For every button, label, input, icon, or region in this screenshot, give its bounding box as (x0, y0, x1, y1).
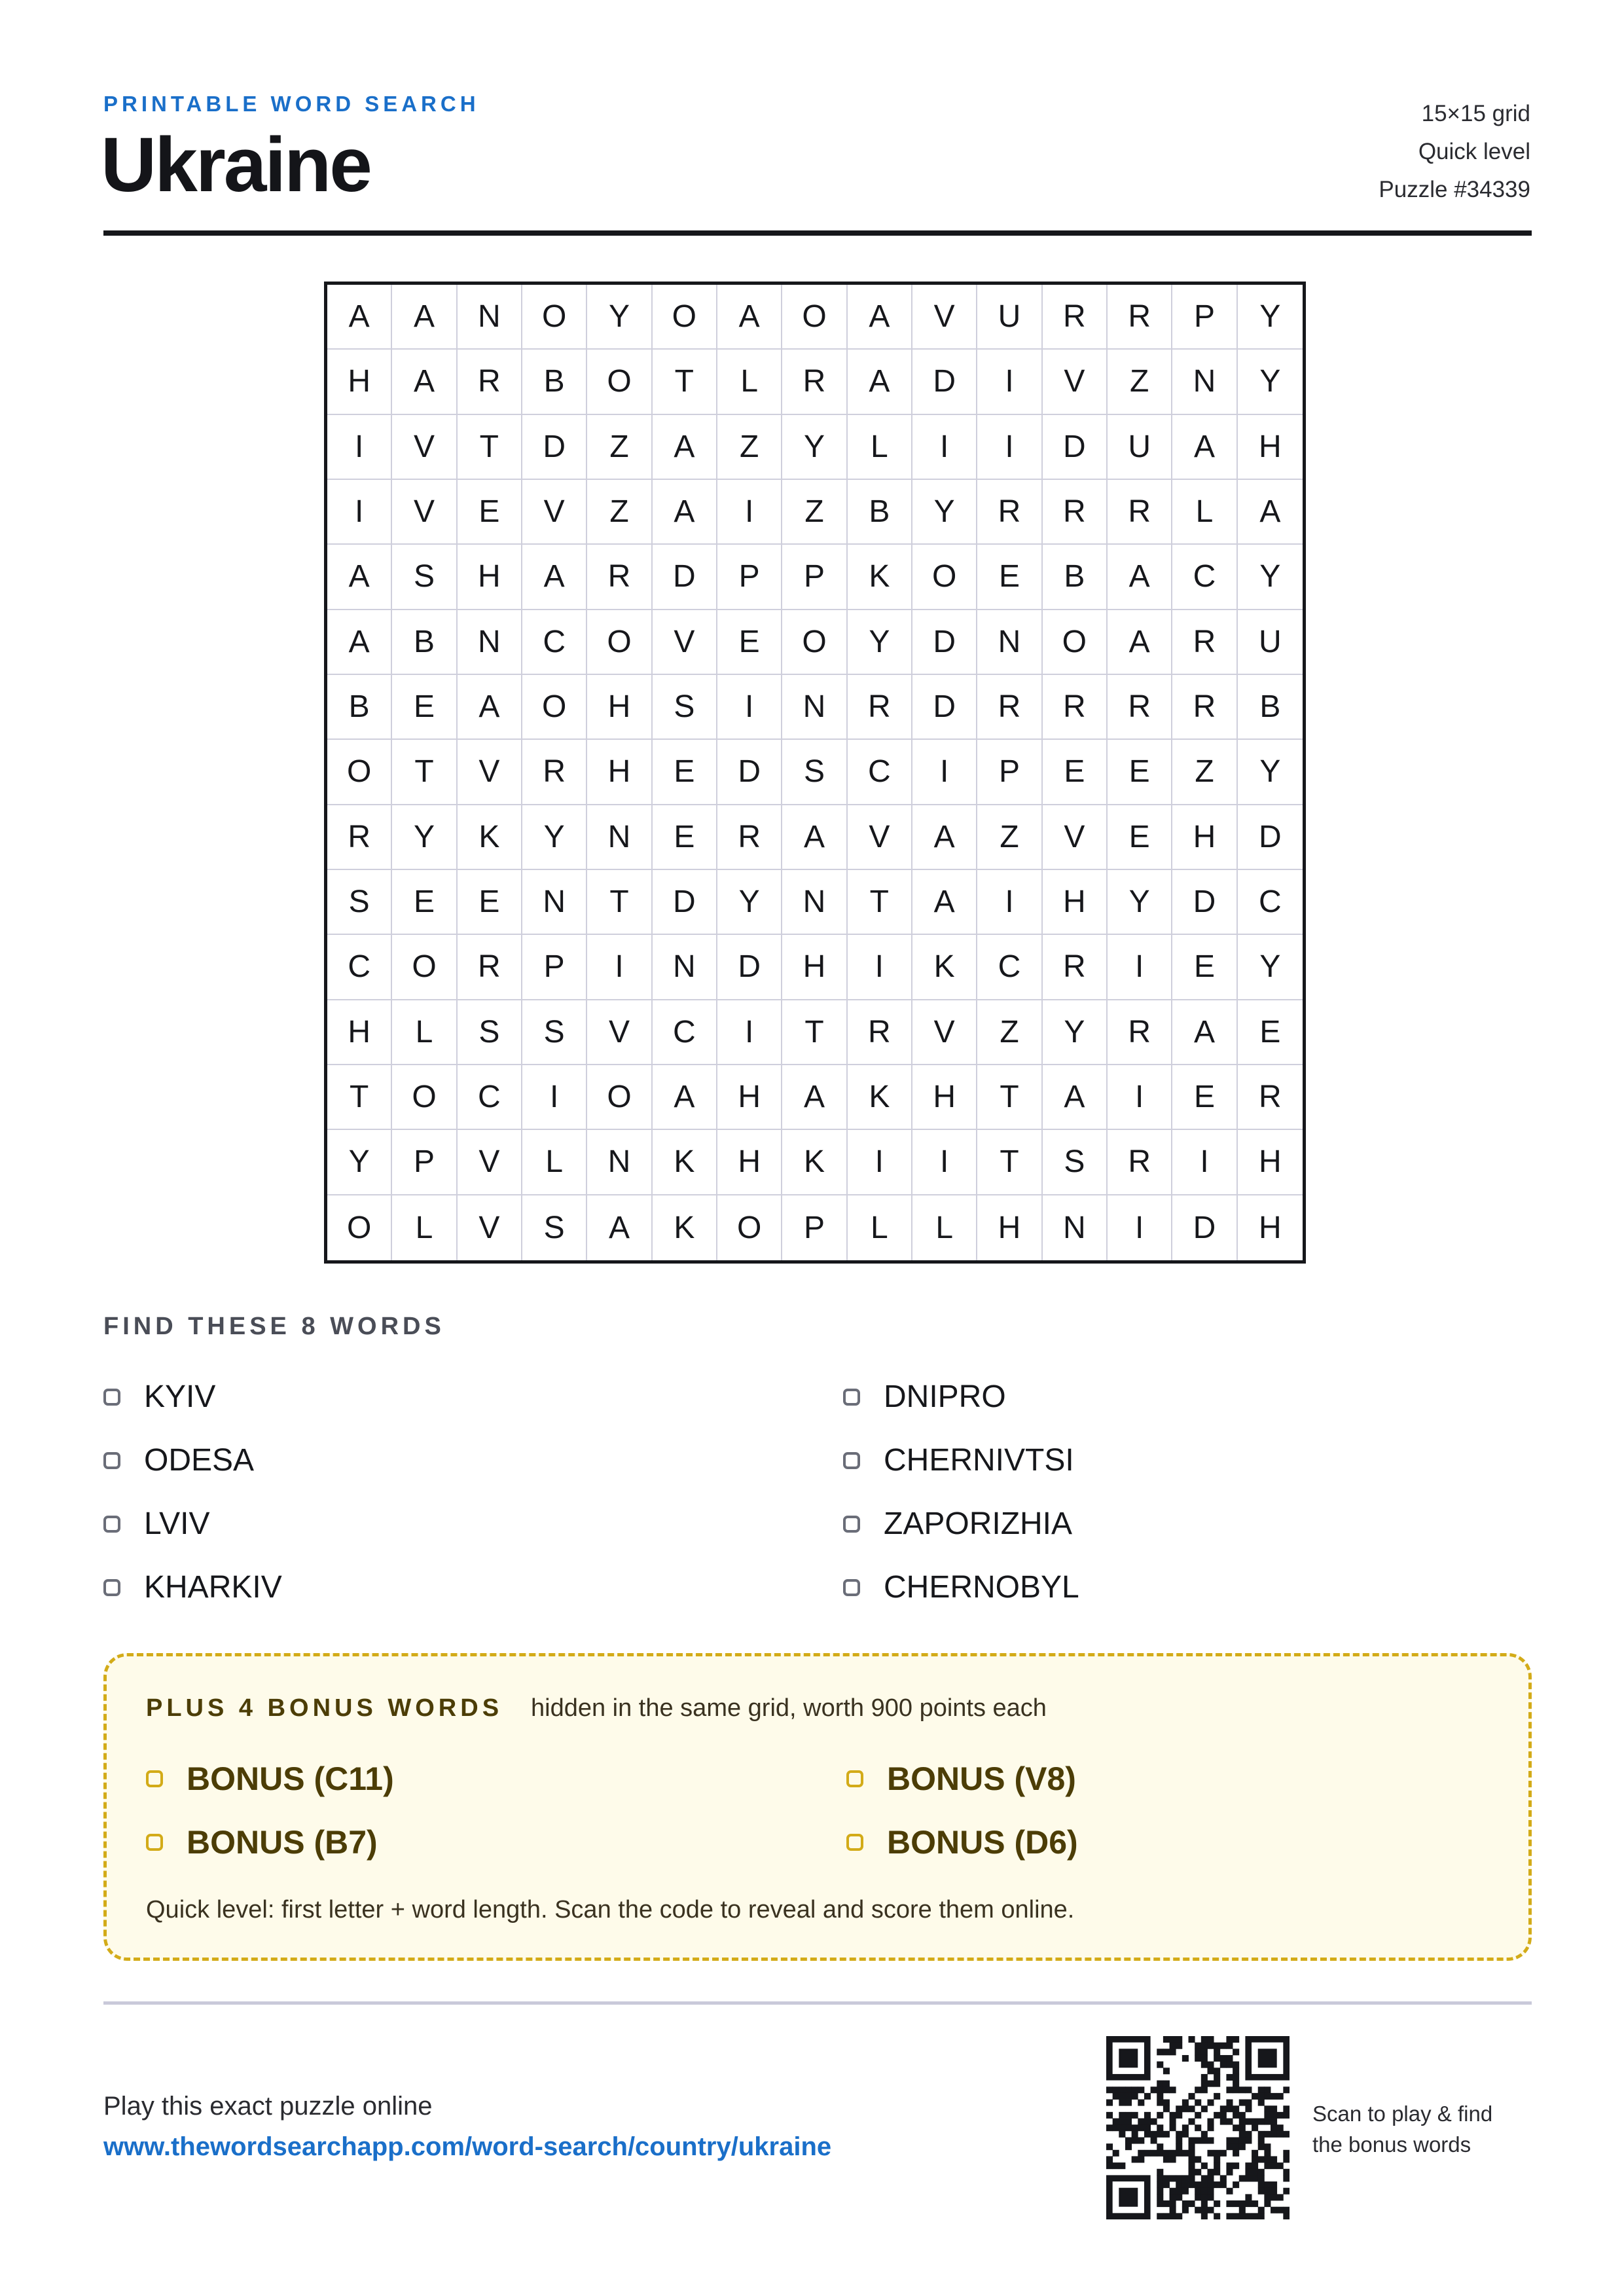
grid-cell[interactable]: Y (1238, 350, 1303, 414)
grid-cell[interactable]: E (458, 480, 522, 545)
scan-caption-line-2: the bonus words (1312, 2132, 1471, 2157)
grid-cell[interactable]: N (1043, 1195, 1108, 1260)
grid-cell[interactable]: A (327, 610, 392, 675)
grid-cell[interactable]: B (522, 350, 587, 414)
grid-cell[interactable]: E (977, 545, 1042, 610)
grid-cell[interactable]: A (848, 285, 912, 350)
word-label: ODESA (144, 1443, 255, 1478)
grid-cell[interactable]: V (458, 1130, 522, 1195)
grid-cell[interactable]: D (717, 935, 782, 1000)
grid-cell[interactable]: V (912, 1000, 977, 1065)
grid-cell[interactable]: A (1043, 1065, 1108, 1130)
grid-cell[interactable]: O (912, 545, 977, 610)
grid-cell[interactable]: E (1172, 1065, 1237, 1130)
grid-cell[interactable]: R (458, 935, 522, 1000)
grid-cell[interactable]: T (977, 1065, 1042, 1130)
grid-cell[interactable]: P (782, 545, 847, 610)
grid-cell[interactable]: T (848, 870, 912, 935)
grid-cell[interactable]: V (458, 740, 522, 805)
checkbox-icon[interactable] (103, 1389, 120, 1406)
grid-cell[interactable]: O (782, 285, 847, 350)
checkbox-icon[interactable] (843, 1452, 860, 1469)
grid-cell[interactable]: R (1108, 675, 1172, 740)
grid-cell[interactable]: Y (848, 610, 912, 675)
grid-cell[interactable]: R (1172, 675, 1237, 740)
grid-cell[interactable]: I (717, 1000, 782, 1065)
grid-cell[interactable]: I (977, 415, 1042, 480)
grid-cell[interactable]: Y (587, 285, 652, 350)
grid-cell[interactable]: T (327, 1065, 392, 1130)
grid-cell[interactable]: A (458, 675, 522, 740)
grid-cell[interactable]: I (522, 1065, 587, 1130)
grid-cell[interactable]: H (1172, 805, 1237, 870)
grid-cell[interactable]: A (912, 870, 977, 935)
grid-cell[interactable]: O (327, 1195, 392, 1260)
grid-cell[interactable]: C (848, 740, 912, 805)
grid-cell[interactable]: V (653, 610, 717, 675)
grid-cell[interactable]: N (587, 1130, 652, 1195)
grid-cell[interactable]: Y (912, 480, 977, 545)
grid-cell[interactable]: T (392, 740, 457, 805)
grid-cell[interactable]: O (1043, 610, 1108, 675)
word-item[interactable] (843, 1556, 1532, 1619)
grid-cell[interactable]: L (392, 1000, 457, 1065)
grid-cell[interactable]: I (717, 675, 782, 740)
grid-cell[interactable]: R (1108, 1000, 1172, 1065)
grid-size-label: 15×15 grid (1421, 101, 1530, 126)
grid-cell[interactable]: L (392, 1195, 457, 1260)
grid-cell[interactable]: H (977, 1195, 1042, 1260)
grid-cell[interactable]: Z (977, 805, 1042, 870)
checkbox-icon[interactable] (103, 1452, 120, 1469)
grid-cell[interactable]: E (653, 805, 717, 870)
grid-cell[interactable]: I (977, 350, 1042, 414)
play-online-label: Play this exact puzzle online (103, 2092, 433, 2121)
grid-cell[interactable]: H (327, 1000, 392, 1065)
grid-cell[interactable]: U (1108, 415, 1172, 480)
grid-cell[interactable]: Z (977, 1000, 1042, 1065)
grid-cell[interactable]: L (848, 415, 912, 480)
grid-cell[interactable]: A (1172, 415, 1237, 480)
grid-cell[interactable]: A (1238, 480, 1303, 545)
grid-cell[interactable]: B (848, 480, 912, 545)
grid-cell[interactable]: P (1172, 285, 1237, 350)
grid-cell[interactable]: P (522, 935, 587, 1000)
grid-cell[interactable]: Y (1238, 935, 1303, 1000)
grid-cell[interactable]: S (392, 545, 457, 610)
grid-cell[interactable]: P (392, 1130, 457, 1195)
grid-cell[interactable]: U (1238, 610, 1303, 675)
grid-cell[interactable]: O (522, 675, 587, 740)
grid-cell[interactable]: K (653, 1195, 717, 1260)
grid-cell[interactable]: B (1043, 545, 1108, 610)
grid-cell[interactable]: K (782, 1130, 847, 1195)
checkbox-icon[interactable] (843, 1579, 860, 1596)
grid-cell[interactable]: Z (1172, 740, 1237, 805)
grid-cell[interactable]: E (458, 870, 522, 935)
grid-cell[interactable]: L (912, 1195, 977, 1260)
grid-cell[interactable]: D (1238, 805, 1303, 870)
grid-cell[interactable]: E (1238, 1000, 1303, 1065)
grid-cell[interactable]: O (653, 285, 717, 350)
grid-cell[interactable]: O (522, 285, 587, 350)
grid-cell[interactable]: O (717, 1195, 782, 1260)
grid-cell[interactable]: O (392, 1065, 457, 1130)
grid-cell[interactable]: V (912, 285, 977, 350)
scan-caption-line-1: Scan to play & find (1312, 2102, 1493, 2126)
grid-cell[interactable]: I (327, 415, 392, 480)
grid-cell[interactable]: E (1043, 740, 1108, 805)
bonus-word-list (146, 1747, 1494, 1874)
grid-cell[interactable]: C (977, 935, 1042, 1000)
grid-cell[interactable]: P (717, 545, 782, 610)
page-title: Ukraine (101, 122, 370, 208)
grid-cell[interactable]: Y (1238, 740, 1303, 805)
grid-cell[interactable]: C (1172, 545, 1237, 610)
grid-cell[interactable]: B (392, 610, 457, 675)
scan-caption (1312, 2098, 1528, 2160)
grid-cell[interactable]: Z (587, 480, 652, 545)
grid-cell[interactable]: S (327, 870, 392, 935)
grid-cell[interactable]: D (522, 415, 587, 480)
grid-cell[interactable]: I (912, 1130, 977, 1195)
grid-cell[interactable]: C (458, 1065, 522, 1130)
grid-cell[interactable]: T (458, 415, 522, 480)
grid-cell[interactable]: R (587, 545, 652, 610)
grid-cell[interactable]: Z (587, 415, 652, 480)
grid-cell[interactable]: S (522, 1195, 587, 1260)
grid-cell[interactable]: P (782, 1195, 847, 1260)
grid-cell[interactable]: A (912, 805, 977, 870)
grid-cell[interactable]: C (653, 1000, 717, 1065)
grid-cell[interactable]: A (1172, 1000, 1237, 1065)
grid-cell[interactable]: I (717, 480, 782, 545)
grid-cell[interactable]: T (977, 1130, 1042, 1195)
grid-cell[interactable]: R (458, 350, 522, 414)
checkbox-icon[interactable] (843, 1516, 860, 1533)
word-label: KHARKIV (144, 1570, 282, 1605)
grid-cell[interactable]: B (327, 675, 392, 740)
grid-cell[interactable]: N (977, 610, 1042, 675)
grid-cell[interactable]: E (653, 740, 717, 805)
grid-cell[interactable]: S (1043, 1130, 1108, 1195)
grid-cell[interactable]: O (392, 935, 457, 1000)
grid-cell[interactable]: K (653, 1130, 717, 1195)
grid-cell[interactable]: C (327, 935, 392, 1000)
bonus-word-label: BONUS (D6) (887, 1823, 1078, 1861)
grid-cell[interactable]: H (587, 740, 652, 805)
grid-cell[interactable]: C (1238, 870, 1303, 935)
grid-cell[interactable]: N (653, 935, 717, 1000)
grid-cell[interactable]: A (848, 350, 912, 414)
grid-cell[interactable]: N (458, 610, 522, 675)
grid-cell[interactable]: Y (327, 1130, 392, 1195)
grid-cell[interactable]: R (1043, 675, 1108, 740)
grid-cell[interactable]: R (848, 675, 912, 740)
grid-cell[interactable]: V (522, 480, 587, 545)
grid-cell[interactable]: V (392, 415, 457, 480)
word-label: CHERNOBYL (884, 1570, 1079, 1605)
grid-cell[interactable]: I (848, 1130, 912, 1195)
grid-cell[interactable]: I (977, 870, 1042, 935)
kicker-label: PRINTABLE WORD SEARCH (103, 92, 480, 116)
grid-cell[interactable]: L (522, 1130, 587, 1195)
grid-cell[interactable]: I (1108, 935, 1172, 1000)
word-label: CHERNIVTSI (884, 1443, 1074, 1478)
qr-code-icon[interactable] (1106, 2036, 1290, 2219)
grid-cell[interactable]: R (1108, 480, 1172, 545)
bonus-heading: PLUS 4 BONUS WORDS (146, 1694, 503, 1722)
grid-cell[interactable]: V (1043, 805, 1108, 870)
word-item[interactable] (103, 1429, 843, 1492)
bonus-subtitle: hidden in the same grid, worth 900 points each (531, 1694, 1047, 1722)
grid-cell[interactable]: S (653, 675, 717, 740)
grid-cell[interactable]: K (848, 545, 912, 610)
footer-divider (103, 2001, 1532, 2005)
grid-cell[interactable]: O (587, 610, 652, 675)
grid-cell[interactable]: D (653, 870, 717, 935)
grid-cell[interactable]: S (458, 1000, 522, 1065)
grid-cell[interactable]: E (392, 870, 457, 935)
grid-cell[interactable]: S (522, 1000, 587, 1065)
puzzle-url-link[interactable]: www.thewordsearchapp.com/word-search/country/ukraine (103, 2132, 832, 2161)
grid-cell[interactable]: A (1108, 610, 1172, 675)
word-label: ZAPORIZHIA (884, 1506, 1073, 1541)
grid-cell[interactable]: A (782, 1065, 847, 1130)
grid-cell[interactable]: N (458, 285, 522, 350)
grid-cell[interactable]: T (587, 870, 652, 935)
grid-cell[interactable]: O (587, 1065, 652, 1130)
grid-cell[interactable]: V (587, 1000, 652, 1065)
grid-cell[interactable]: U (977, 285, 1042, 350)
grid-cell[interactable]: N (782, 675, 847, 740)
puzzle-meta (1379, 95, 1530, 209)
grid-cell[interactable]: H (587, 675, 652, 740)
grid-cell[interactable]: A (653, 480, 717, 545)
bonus-panel (103, 1653, 1532, 1961)
grid-cell[interactable]: O (782, 610, 847, 675)
grid-cell[interactable]: H (1043, 870, 1108, 935)
checkbox-icon[interactable] (103, 1579, 120, 1596)
qr-code-graphic (1106, 2036, 1290, 2219)
grid-cell[interactable]: D (1172, 1195, 1237, 1260)
checkbox-icon[interactable] (846, 1770, 863, 1787)
bonus-word-item[interactable] (846, 1747, 1494, 1810)
grid-cell[interactable]: N (587, 805, 652, 870)
grid-cell[interactable]: V (392, 480, 457, 545)
grid-cell[interactable]: P (977, 740, 1042, 805)
grid-cell[interactable]: V (848, 805, 912, 870)
grid-cell[interactable]: E (392, 675, 457, 740)
grid-cell[interactable]: D (1043, 415, 1108, 480)
bonus-word-label: BONUS (B7) (187, 1823, 378, 1861)
checkbox-icon[interactable] (146, 1834, 163, 1851)
grid-cell[interactable]: Y (1238, 285, 1303, 350)
grid-cell[interactable]: D (912, 610, 977, 675)
grid-cell[interactable]: R (1238, 1065, 1303, 1130)
grid-cell[interactable]: L (717, 350, 782, 414)
grid-cell[interactable]: K (848, 1065, 912, 1130)
grid-cell[interactable]: A (1108, 545, 1172, 610)
grid-cell[interactable]: D (912, 675, 977, 740)
grid-cell[interactable]: L (848, 1195, 912, 1260)
word-label: LVIV (144, 1506, 210, 1541)
grid-cell[interactable]: V (1043, 350, 1108, 414)
grid-cell[interactable]: R (1108, 285, 1172, 350)
grid-cell[interactable]: A (327, 285, 392, 350)
word-label: DNIPRO (884, 1379, 1006, 1414)
grid-cell[interactable]: I (912, 740, 977, 805)
word-list (103, 1365, 1532, 1619)
grid-cell[interactable]: H (782, 935, 847, 1000)
grid-cell[interactable]: A (782, 805, 847, 870)
grid-cell[interactable]: Y (1108, 870, 1172, 935)
grid-cell[interactable]: R (977, 480, 1042, 545)
find-words-heading: FIND THESE 8 WORDS (103, 1313, 445, 1340)
grid-cell[interactable]: Y (1238, 545, 1303, 610)
grid-cell[interactable]: N (1172, 350, 1237, 414)
grid-cell[interactable]: D (717, 740, 782, 805)
grid-cell[interactable]: R (1172, 610, 1237, 675)
checkbox-icon[interactable] (103, 1516, 120, 1533)
grid-cell[interactable]: R (1108, 1130, 1172, 1195)
grid-cell[interactable]: N (782, 870, 847, 935)
word-item[interactable] (843, 1365, 1532, 1429)
grid-cell[interactable]: R (977, 675, 1042, 740)
grid-cell[interactable]: A (653, 415, 717, 480)
grid-cell[interactable]: D (1172, 870, 1237, 935)
grid-cell[interactable]: H (1238, 415, 1303, 480)
bonus-word-item[interactable] (146, 1747, 846, 1810)
grid-cell[interactable]: R (522, 740, 587, 805)
grid-cell[interactable]: Y (392, 805, 457, 870)
grid-cell[interactable]: K (458, 805, 522, 870)
grid-cell[interactable]: H (912, 1065, 977, 1130)
grid-cell[interactable]: K (912, 935, 977, 1000)
grid-cell[interactable]: O (327, 740, 392, 805)
bonus-word-label: BONUS (C11) (187, 1760, 394, 1797)
grid-cell[interactable]: D (912, 350, 977, 414)
word-label: KYIV (144, 1379, 216, 1414)
grid-cell[interactable]: L (1172, 480, 1237, 545)
grid-cell[interactable]: Y (522, 805, 587, 870)
grid-cell[interactable]: R (782, 350, 847, 414)
grid-cell[interactable]: R (327, 805, 392, 870)
grid-cell[interactable]: H (458, 545, 522, 610)
puzzle-number-label: Puzzle #34339 (1379, 177, 1530, 202)
grid-cell[interactable]: Z (1108, 350, 1172, 414)
grid-cell[interactable]: I (327, 480, 392, 545)
grid-cell[interactable]: Z (717, 415, 782, 480)
word-item[interactable] (103, 1365, 843, 1429)
level-label: Quick level (1418, 139, 1530, 164)
checkbox-icon[interactable] (146, 1770, 163, 1787)
grid-cell[interactable]: R (1043, 285, 1108, 350)
grid-cell[interactable]: I (912, 415, 977, 480)
grid-cell[interactable]: E (1172, 935, 1237, 1000)
grid-cell[interactable]: E (1108, 805, 1172, 870)
grid-cell[interactable]: A (327, 545, 392, 610)
grid-cell[interactable]: O (587, 350, 652, 414)
grid-cell[interactable]: A (392, 350, 457, 414)
grid-cell[interactable]: V (458, 1195, 522, 1260)
bonus-note: Quick level: first letter + word length. Scan the code to reveal and score them online. (146, 1896, 1075, 1923)
bonus-word-item[interactable] (146, 1810, 846, 1874)
grid-cell[interactable]: I (1108, 1195, 1172, 1260)
grid-cell[interactable]: A (587, 1195, 652, 1260)
grid-cell[interactable]: I (1108, 1065, 1172, 1130)
grid-cell[interactable]: H (1258, 1210, 1282, 1245)
grid-cell[interactable]: Y (717, 870, 782, 935)
grid-cell[interactable]: B (1238, 675, 1303, 740)
grid-cell[interactable]: D (653, 545, 717, 610)
grid-cell[interactable]: A (392, 285, 457, 350)
grid-cell[interactable]: Y (782, 415, 847, 480)
grid-cell[interactable]: A (717, 285, 782, 350)
word-item[interactable] (103, 1492, 843, 1556)
grid-cell[interactable]: E (1108, 740, 1172, 805)
grid-cell[interactable]: H (717, 1130, 782, 1195)
grid-cell[interactable]: R (1043, 480, 1108, 545)
checkbox-icon[interactable] (843, 1389, 860, 1406)
grid-cell[interactable]: R (848, 1000, 912, 1065)
grid-cell[interactable]: H (327, 350, 392, 414)
grid-cell[interactable]: T (653, 350, 717, 414)
grid-cell[interactable]: E (717, 610, 782, 675)
header-divider (103, 230, 1532, 236)
grid-cell[interactable]: R (1043, 935, 1108, 1000)
grid-cell[interactable]: C (522, 610, 587, 675)
grid-cell[interactable]: H (717, 1065, 782, 1130)
grid-cell[interactable]: Y (1043, 1000, 1108, 1065)
grid-cell[interactable]: S (782, 740, 847, 805)
grid-cell[interactable]: H (1238, 1130, 1303, 1195)
word-item[interactable] (843, 1429, 1532, 1492)
grid-cell[interactable]: T (782, 1000, 847, 1065)
letter-grid[interactable] (324, 282, 1306, 1264)
grid-cell[interactable]: I (1172, 1130, 1237, 1195)
bonus-word-item[interactable] (846, 1810, 1494, 1874)
grid-cell[interactable]: R (717, 805, 782, 870)
word-item[interactable] (843, 1492, 1532, 1556)
grid-cell[interactable]: N (522, 870, 587, 935)
checkbox-icon[interactable] (846, 1834, 863, 1851)
grid-cell[interactable]: I (587, 935, 652, 1000)
grid-cell[interactable]: A (653, 1065, 717, 1130)
word-item[interactable] (103, 1556, 843, 1619)
bonus-word-label: BONUS (V8) (887, 1760, 1076, 1797)
grid-cell[interactable]: A (522, 545, 587, 610)
grid-cell[interactable]: Z (782, 480, 847, 545)
grid-cell[interactable]: I (848, 935, 912, 1000)
